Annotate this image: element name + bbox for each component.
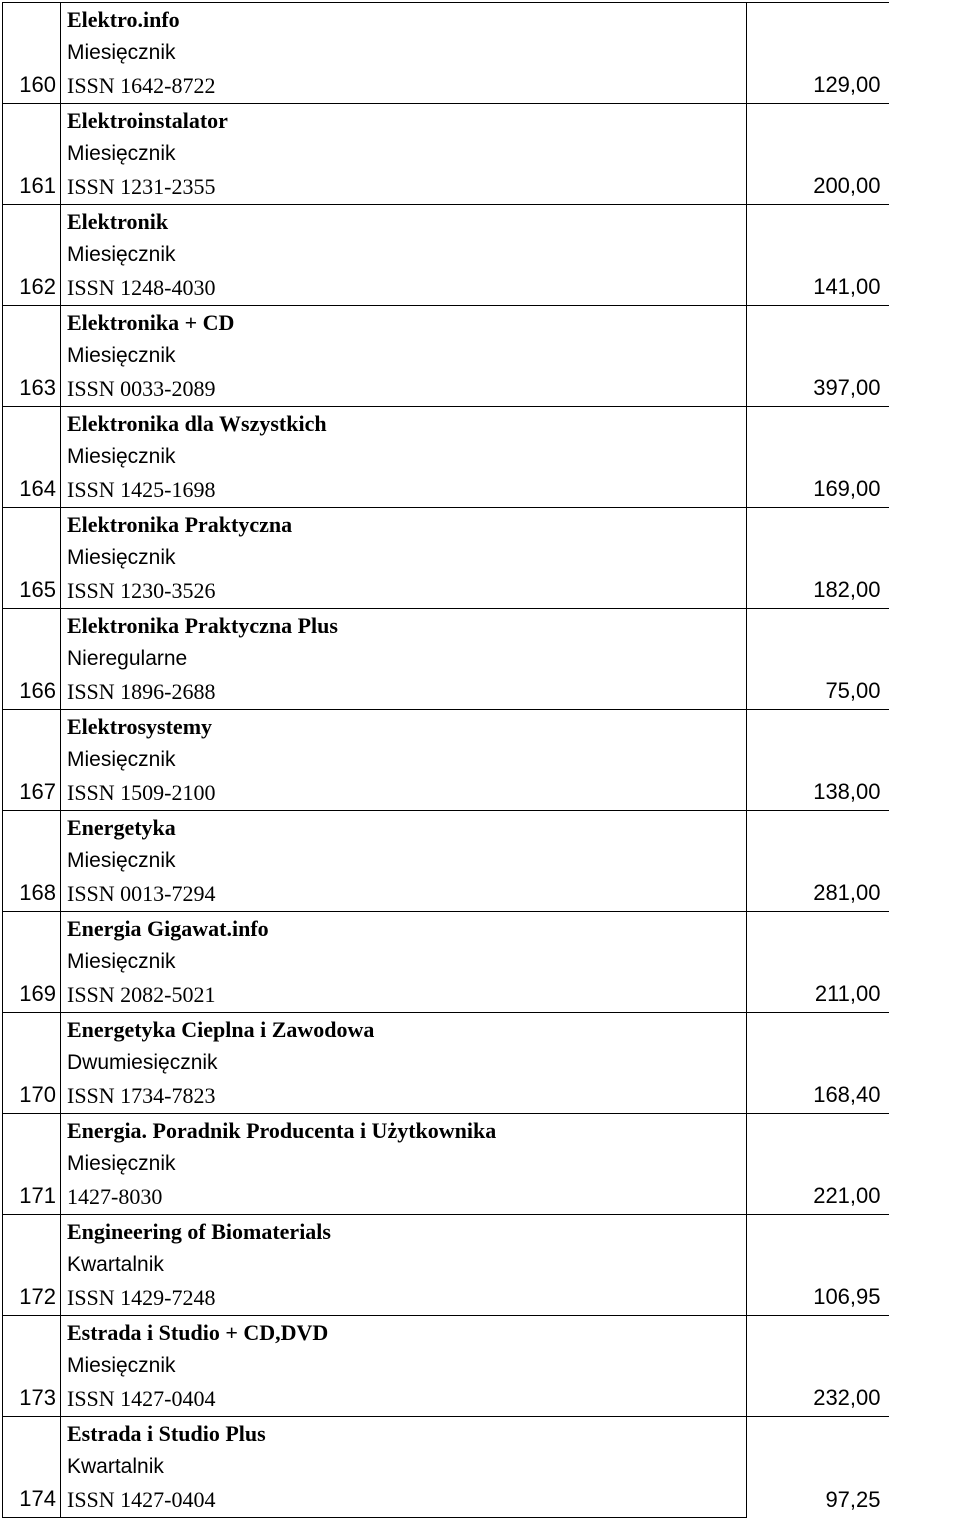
- entry-issn: ISSN 1231-2355: [67, 174, 216, 199]
- entry-price: 169,00: [747, 407, 889, 508]
- entry-title: Elektronika dla Wszystkich: [67, 411, 327, 436]
- entry-description: [61, 1013, 747, 1114]
- table-row: [3, 1114, 889, 1215]
- entry-number: 161: [3, 104, 61, 205]
- entry-title: Energetyka: [67, 815, 176, 840]
- entry-freq: Dwumiesięcznik: [67, 1051, 218, 1074]
- table-row: [3, 306, 889, 407]
- entry-price: 138,00: [747, 710, 889, 811]
- entry-title: Elektronika Praktyczna: [67, 512, 293, 537]
- table-row: [3, 710, 889, 811]
- table-row: [3, 3, 889, 104]
- entry-issn: ISSN 1734-7823: [67, 1083, 216, 1108]
- entry-freq: Miesięcznik: [67, 546, 176, 569]
- entry-price: 106,95: [747, 1215, 889, 1316]
- entry-title: Estrada i Studio + CD,DVD: [67, 1320, 329, 1345]
- table-row: [3, 508, 889, 609]
- entry-issn: 1427-8030: [67, 1184, 163, 1209]
- entry-issn: ISSN 2082-5021: [67, 982, 216, 1007]
- entry-issn: ISSN 1642-8722: [67, 73, 216, 98]
- entry-description: [61, 811, 747, 912]
- table-row: [3, 205, 889, 306]
- table-row: [3, 1215, 889, 1316]
- table-row: [3, 104, 889, 205]
- table-row: [3, 1013, 889, 1114]
- entry-freq: Miesięcznik: [67, 950, 176, 973]
- periodicals-table: [2, 2, 889, 1518]
- entry-description: [61, 1215, 747, 1316]
- entry-description: [61, 1316, 747, 1417]
- entry-description: [61, 508, 747, 609]
- entry-number: 162: [3, 205, 61, 306]
- entry-issn: ISSN 1427-0404: [67, 1487, 216, 1512]
- entry-description: [61, 3, 747, 104]
- entry-number: 164: [3, 407, 61, 508]
- entry-issn: ISSN 1429-7248: [67, 1285, 216, 1310]
- entry-number: 165: [3, 508, 61, 609]
- entry-freq: Miesięcznik: [67, 41, 176, 64]
- entry-number: 171: [3, 1114, 61, 1215]
- entry-price: 182,00: [747, 508, 889, 609]
- entry-freq: Kwartalnik: [67, 1253, 164, 1276]
- entry-issn: ISSN 1896-2688: [67, 679, 216, 704]
- entry-title: Energia. Poradnik Producenta i Użytkownika: [67, 1118, 497, 1143]
- entry-issn: ISSN 1230-3526: [67, 578, 216, 603]
- entry-freq: Miesięcznik: [67, 142, 176, 165]
- entry-title: Energia Gigawat.info: [67, 916, 269, 941]
- entry-issn: ISSN 0033-2089: [67, 376, 216, 401]
- entry-price: 200,00: [747, 104, 889, 205]
- entry-freq: Miesięcznik: [67, 344, 176, 367]
- entry-freq: Kwartalnik: [67, 1455, 164, 1478]
- entry-price: 97,25: [747, 1417, 889, 1518]
- entry-freq: Miesięcznik: [67, 1354, 176, 1377]
- entry-title: Elektrosystemy: [67, 714, 213, 739]
- entry-price: 75,00: [747, 609, 889, 710]
- entry-price: 221,00: [747, 1114, 889, 1215]
- entry-title: Engineering of Biomaterials: [67, 1219, 331, 1244]
- entry-title: Elektronika Praktyczna Plus: [67, 613, 338, 638]
- entry-title: Estrada i Studio Plus: [67, 1421, 266, 1446]
- entry-description: [61, 1114, 747, 1215]
- entry-description: [61, 104, 747, 205]
- entry-description: [61, 205, 747, 306]
- entry-description: [61, 306, 747, 407]
- entry-issn: ISSN 1509-2100: [67, 780, 216, 805]
- table-row: [3, 609, 889, 710]
- table-row: [3, 1316, 889, 1417]
- entry-price: 397,00: [747, 306, 889, 407]
- entry-number: 168: [3, 811, 61, 912]
- entry-freq: Miesięcznik: [67, 849, 176, 872]
- entry-price: 141,00: [747, 205, 889, 306]
- entry-title: Elektronika + CD: [67, 310, 235, 335]
- entry-price: 129,00: [747, 3, 889, 104]
- entry-number: 172: [3, 1215, 61, 1316]
- entry-description: [61, 407, 747, 508]
- entry-title: Elektro.info: [67, 7, 180, 32]
- entry-number: 160: [3, 3, 61, 104]
- entry-issn: ISSN 1425-1698: [67, 477, 216, 502]
- entry-number: 174: [3, 1417, 61, 1518]
- entry-issn: ISSN 1248-4030: [67, 275, 216, 300]
- entry-title: Energetyka Cieplna i Zawodowa: [67, 1017, 375, 1042]
- entry-number: 163: [3, 306, 61, 407]
- entry-description: [61, 609, 747, 710]
- entry-number: 167: [3, 710, 61, 811]
- entry-freq: Miesięcznik: [67, 1152, 176, 1175]
- entry-price: 281,00: [747, 811, 889, 912]
- entry-description: [61, 710, 747, 811]
- entry-freq: Miesięcznik: [67, 748, 176, 771]
- table-row: [3, 912, 889, 1013]
- entry-title: Elektronik: [67, 209, 169, 234]
- entry-price: 232,00: [747, 1316, 889, 1417]
- entry-number: 169: [3, 912, 61, 1013]
- entry-description: [61, 1417, 747, 1518]
- entry-number: 173: [3, 1316, 61, 1417]
- table-row: [3, 407, 889, 508]
- entry-title: Elektroinstalator: [67, 108, 228, 133]
- entry-number: 170: [3, 1013, 61, 1114]
- entry-freq: Miesięcznik: [67, 243, 176, 266]
- entry-freq: Nieregularne: [67, 647, 188, 670]
- table-row: [3, 1417, 889, 1518]
- entry-description: [61, 912, 747, 1013]
- table-row: [3, 811, 889, 912]
- entry-issn: ISSN 1427-0404: [67, 1386, 216, 1411]
- entry-freq: Miesięcznik: [67, 445, 176, 468]
- entry-price: 211,00: [747, 912, 889, 1013]
- entry-issn: ISSN 0013-7294: [67, 881, 216, 906]
- entry-number: 166: [3, 609, 61, 710]
- entry-price: 168,40: [747, 1013, 889, 1114]
